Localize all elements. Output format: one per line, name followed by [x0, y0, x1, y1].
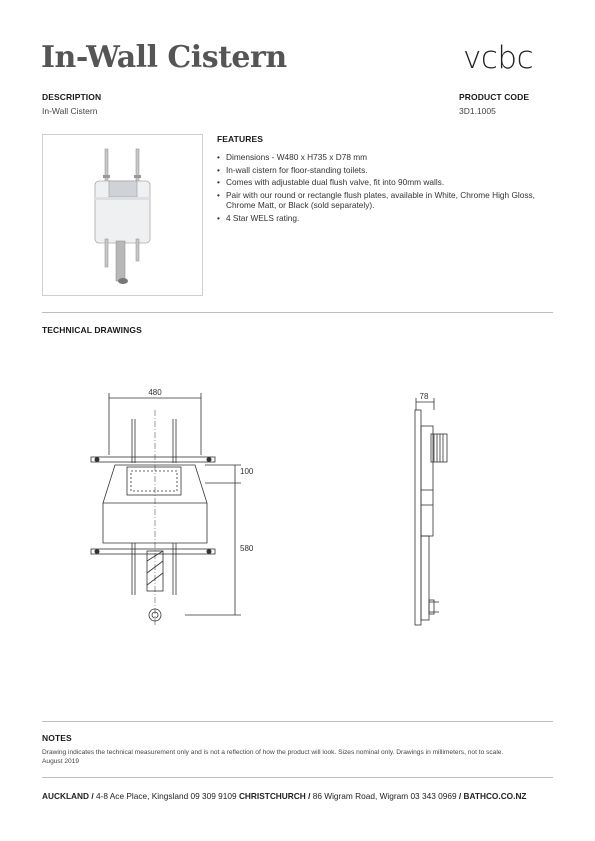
footer-separator: / — [89, 791, 96, 801]
feature-item: • 4 Star WELS rating. — [217, 213, 557, 224]
footer-separator: / — [305, 791, 313, 801]
description-label: DESCRIPTION — [42, 92, 102, 102]
cistern-illustration — [43, 135, 202, 295]
feature-item: • In-wall cistern for floor-standing toilets. — [217, 165, 557, 176]
product-image — [42, 134, 203, 296]
product-code-value: 3D1.1005 — [459, 106, 496, 116]
features-label: FEATURES — [217, 134, 263, 144]
divider — [42, 721, 553, 722]
footer-contact — [42, 791, 527, 801]
front-view-drawing — [85, 385, 275, 635]
notes-date: August 2019 — [42, 758, 80, 765]
notes-text-block — [42, 748, 554, 766]
divider — [42, 312, 553, 313]
footer-city-auckland: AUCKLAND — [42, 791, 90, 801]
feature-item: • Comes with adjustable dual flush valve, fit into 90mm walls. — [217, 177, 557, 188]
footer-website-link[interactable]: / BATHCO.CO.NZ — [458, 791, 527, 801]
feature-item: • Dimensions - W480 x H735 x D78 mm — [217, 152, 557, 163]
notes-label: NOTES — [42, 733, 72, 743]
features-section — [217, 134, 557, 226]
feature-item: • Pair with our round or rectangle flush plates, available in White, Chrome High Gloss, Chrome Matt, or Black (sold separately). — [217, 190, 557, 211]
footer-address-auckland: 4-8 Ace Place, Kingsland 09 309 9109 — [95, 791, 239, 801]
technical-drawings-label: TECHNICAL DRAWINGS — [42, 325, 142, 335]
description-value: In-Wall Cistern — [42, 106, 98, 116]
footer-address-christchurch: 86 Wigram Road, Wigram 03 343 0969 — [312, 791, 459, 801]
footer-city-christchurch: CHRISTCHURCH — [238, 791, 306, 801]
product-code-label: PRODUCT CODE — [459, 92, 530, 102]
notes-text: Drawing indicates the technical measurement only and is not a reflection of how the product will look. Sizes nominal only. Drawings in millimeters, not to scale. — [42, 749, 504, 756]
features-list — [217, 152, 557, 224]
dim-depth-label: 78 — [419, 392, 429, 401]
side-view-drawing — [405, 390, 465, 630]
page-title: In-Wall Cistern — [41, 40, 287, 75]
dim-width-label: 480 — [148, 388, 162, 397]
dim-height-label: 580 — [240, 544, 254, 553]
divider — [42, 777, 553, 778]
dim-top-label: 100 — [240, 467, 254, 476]
brand-logo: vcbc — [463, 40, 534, 76]
